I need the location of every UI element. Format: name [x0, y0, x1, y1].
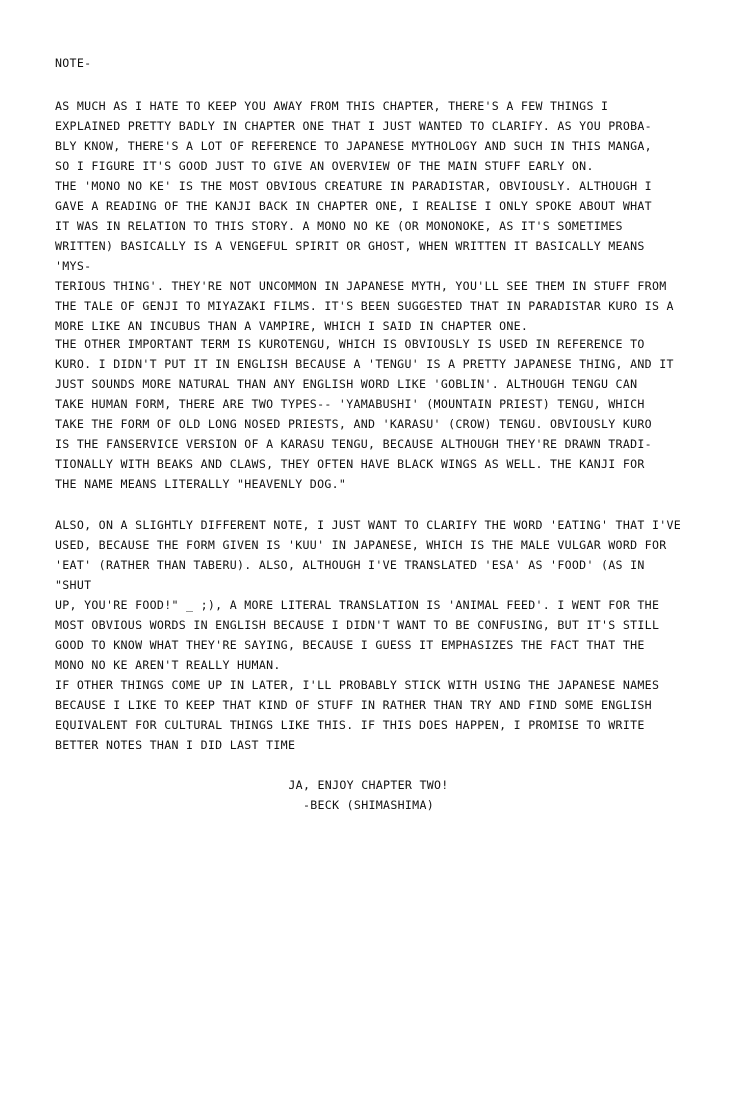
paragraph-text: THE OTHER IMPORTANT TERM IS KUROTENGU, WHICH IS OBVIOUSLY IS USED IN REFERENCE TO KURO. I DIDN'T PUT IT IN ENGLISH BECAUSE A 'TENGU' IS A PRETTY JAPANESE THING, AND IT JUST SOUNDS MORE NATURAL THAN ANY ENGLISH WORD LIKE 'GOBLIN'. ALTHOUGH TENGU CAN TAKE HUMAN FORM, THERE ARE TWO TYPES-- 'YAMABUSHI' (MOUNTAIN PRIEST) TENGU, WHICH TAKE THE FORM OF OLD LONG NOSED PRIESTS, AND 'KARASU' (CROW) TENGU. OBVIOUSLY KURO IS THE FANSERVICE VERSION OF A KARASU TENGU, BECAUSE ALTHOUGH THEY'RE DRAWN TRADI- TIONALLY WITH BEAKS AND CLAWS, THEY OFTEN HAVE BLACK WINGS AS WELL. THE KANJI FOR THE NAME MEANS LITERALLY "HEAVENLY DOG.": [55, 337, 674, 491]
note-heading: NOTE-: [55, 56, 92, 70]
signoff-author: -BECK (SHIMASHIMA): [302, 798, 435, 812]
paragraph-mono-no-ke: [55, 96, 685, 336]
signoff-greeting: JA, ENJOY CHAPTER TWO!: [288, 778, 449, 792]
paragraph-text: ALSO, ON A SLIGHTLY DIFFERENT NOTE, I JUST WANT TO CLARIFY THE WORD 'EATING' THAT I'VE USED, BECAUSE THE FORM GIVEN IS 'KUU' IN JAPANESE, WHICH IS THE MALE VULGAR WORD FOR 'EAT' (RATHER THAN TABERU). ALSO, ALTHOUGH I'VE TRANSLATED 'ESA' AS 'FOOD' (AS IN "SHUT UP, YOU'RE FOOD!" _ ;), A MORE LITERAL TRANSLATION IS 'ANIMAL FEED'. I WENT FOR THE MOST OBVIOUS WORDS IN ENGLISH BECAUSE I DIDN'T WANT TO BE CONFUSING, BUT IT'S STILL GOOD TO KNOW WHAT THEY'RE SAYING, BECAUSE I GUESS IT EMPHASIZES THE FACT THAT THE MONO NO KE AREN'T REALLY HUMAN.: [55, 518, 682, 672]
paragraph-text: AS MUCH AS I HATE TO KEEP YOU AWAY FROM THIS CHAPTER, THERE'S A FEW THINGS I EXPLAINED PRETTY BADLY IN CHAPTER ONE THAT I JUST WANTED TO CLARIFY. AS YOU PROBA- BLY KNOW, THERE'S A LOT OF REFERENCE TO JAPANESE MYTHOLOGY AND SUCH IN THIS MANGA, SO I FIGURE IT'S GOOD JUST TO GIVE AN OVERVIEW OF THE MAIN STUFF EARLY ON. THE 'MONO NO KE' IS THE MOST OBVIOUS CREATURE IN PARADISTAR, OBVIOUSLY. ALTHOUGH I GAVE A READING OF THE KANJI BACK IN CHAPTER ONE, I REALISE I ONLY SPOKE ABOUT WHAT IT WAS IN RELATION TO THIS STORY. A MONO NO KE (OR MONONOKE, AS IT'S SOMETIMES WRITTEN) BASICALLY IS A VENGEFUL SPIRIT OR GHOST, WHEN WRITTEN IT BASICALLY MEANS 'MYS- TERIOUS THING'. THEY'RE NOT UNCOMMON IN JAPANESE MYTH, YOU'LL SEE THEM IN STUFF FROM THE TALE OF GENJI TO MIYAZAKI FILMS. IT'S BEEN SUGGESTED THAT IN PARADISTAR KURO IS A MORE LIKE AN INCUBUS THAN A VAMPIRE, WHICH I SAID IN CHAPTER ONE.: [55, 99, 674, 333]
paragraph-kurotengu: [55, 334, 685, 494]
paragraph-eating: [55, 515, 685, 675]
paragraph-later-notes: [55, 675, 685, 755]
paragraph-text: IF OTHER THINGS COME UP IN LATER, I'LL PROBABLY STICK WITH USING THE JAPANESE NAMES BECAUSE I LIKE TO KEEP THAT KIND OF STUFF IN RATHER THAN TRY AND FIND SOME ENGLISH EQUIVALENT FOR CULTURAL THINGS LIKE THIS. IF THIS DOES HAPPEN, I PROMISE TO WRITE BETTER NOTES THAN I DID LAST TIME: [55, 678, 660, 752]
